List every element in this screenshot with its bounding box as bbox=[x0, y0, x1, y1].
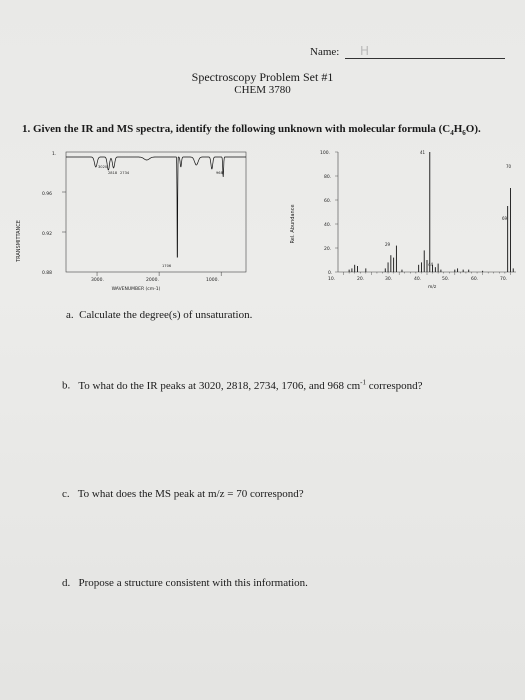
ir-ytick: 0.92 bbox=[42, 232, 53, 237]
ir-peak-label: 1706 bbox=[162, 264, 172, 268]
ms-xtick: 40. bbox=[414, 277, 422, 282]
ir-peak-label: 2734 bbox=[120, 171, 130, 175]
ms-ytick: 0. bbox=[328, 271, 333, 276]
page-title: Spectroscopy Problem Set #1 bbox=[191, 70, 334, 84]
ms-peak-label: 44 bbox=[428, 262, 434, 267]
ms-ytick: 40. bbox=[324, 223, 332, 228]
ms-peak-label: 70 bbox=[506, 164, 512, 169]
question-1 bbox=[22, 123, 481, 137]
ir-peak-label: 2818 bbox=[108, 171, 118, 175]
name-value: H bbox=[360, 44, 370, 58]
ir-peak-label: 3020 bbox=[98, 165, 108, 169]
part-b bbox=[62, 378, 423, 392]
ir-xtick: 2000. bbox=[146, 278, 159, 283]
ir-ytick: 0.88 bbox=[42, 271, 53, 276]
ms-xtick: 50. bbox=[442, 277, 450, 282]
ir-ytick: 0.96 bbox=[42, 192, 53, 197]
ms-xtick: 20. bbox=[357, 277, 365, 282]
part-a-text: Calculate the degree(s) of unsaturation. bbox=[79, 309, 253, 321]
part-b-text: To what do the IR peaks at 3020, 2818, 2734, 1706, and 968 $cm^{-1}$ correspond? bbox=[78, 378, 423, 392]
ir-ytick: 1. bbox=[52, 152, 57, 157]
name-label: Name: bbox=[310, 46, 340, 58]
part-d-text: Propose a structure consistent with this information. bbox=[78, 577, 308, 589]
course-title: CHEM 3780 bbox=[234, 84, 291, 96]
question-text: Given the IR and MS spectra, identify the following unknown with molecular formula $(C_4H_6O)$. bbox=[33, 123, 481, 138]
ms-ytick: 100. bbox=[320, 151, 331, 156]
ms-peak-label: 41 bbox=[420, 150, 426, 155]
ms-ytick: 80. bbox=[324, 175, 332, 180]
ms-xtick: 30. bbox=[385, 277, 393, 282]
ms-ylabel: Rel. Abundance bbox=[290, 204, 296, 244]
part-c-label: c. bbox=[62, 488, 70, 500]
ms-xtick: 70. bbox=[500, 277, 508, 282]
ms-spectrum bbox=[278, 144, 518, 294]
ms-ytick: 60. bbox=[324, 199, 332, 204]
ir-plot-frame bbox=[66, 152, 246, 272]
ms-xlabel: m/z bbox=[428, 285, 437, 290]
question-number: 1. bbox=[22, 123, 31, 135]
name-underline bbox=[345, 58, 505, 59]
ms-peak-label: 29 bbox=[385, 242, 391, 247]
ir-ylabel: TRANSMITTANCE bbox=[16, 220, 22, 262]
part-d-label: d. bbox=[62, 577, 71, 589]
ms-ytick: 20. bbox=[324, 247, 332, 252]
ir-xtick: 1000. bbox=[206, 278, 219, 283]
ms-xtick: 10. bbox=[328, 277, 336, 282]
part-b-label: b. bbox=[62, 379, 71, 392]
ir-xlabel: WAVENUMBER (cm-1) bbox=[111, 287, 161, 292]
part-a-label: a. bbox=[66, 309, 74, 321]
part-c bbox=[62, 488, 304, 500]
ir-spectrum bbox=[6, 146, 256, 296]
part-d bbox=[62, 577, 308, 589]
ir-xtick: 3000. bbox=[91, 278, 104, 283]
ms-xtick: 60. bbox=[471, 277, 479, 282]
part-a bbox=[66, 309, 252, 321]
part-c-text: To what does the MS peak at m/z = 70 correspond? bbox=[77, 488, 304, 500]
ms-peak-label: 69 bbox=[502, 216, 508, 221]
ir-peak-label: 968 bbox=[216, 171, 223, 175]
